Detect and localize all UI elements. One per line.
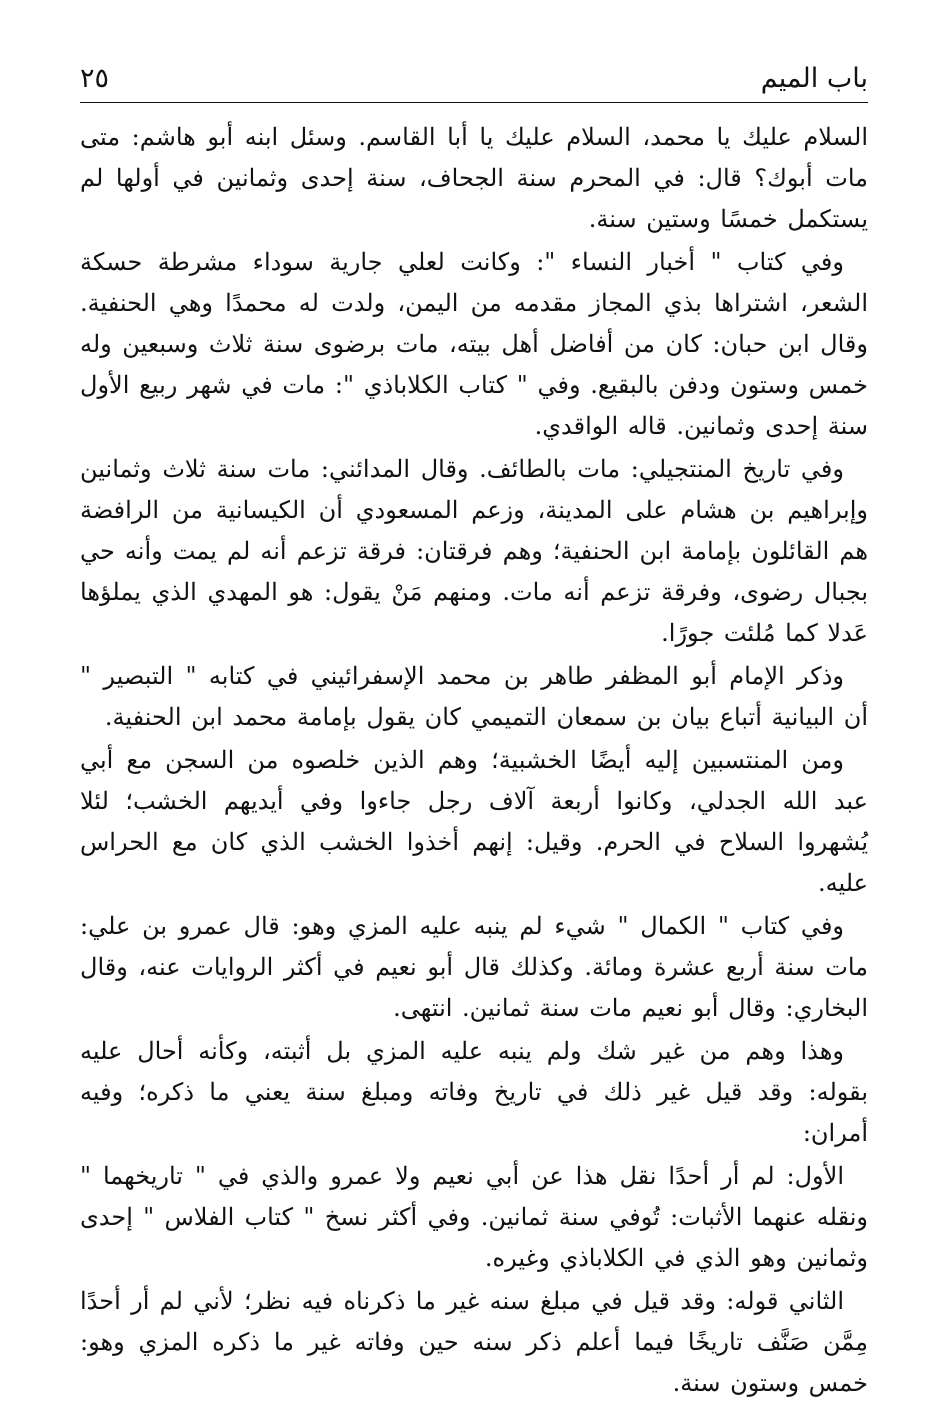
body-text xyxy=(80,117,868,1404)
paragraph: السلام عليك يا محمد، السلام عليك يا أبا القاسم. وسئل ابنه أبو هاشم: متى مات أبوك؟ قال: في المحرم سنة الجحاف، سنة إحدى وثمانين في أولها لم يستكمل خمسًا وستين سنة. xyxy=(80,123,868,233)
book-page xyxy=(80,58,868,1404)
paragraph: وفي كتاب " أخبار النساء ": وكانت لعلي جارية سوداء مشرطة حسكة الشعر، اشتراها بذي المجاز مقدمه من اليمن، ولدت له محمدًا وهي الحنفية. وقال ابن حبان: كان من أفاضل أهل بيته، مات برضوى سنة ثلاث وسبعين وله خمس وستون ودفن بالبقيع. وفي " كتاب الكلاباذي ": مات في شهر ربيع الأول سنة إحدى وثمانين. قاله الواقدي. xyxy=(80,248,868,440)
paragraph: وفي كتاب " الكمال " شيء لم ينبه عليه المزي وهو: قال عمرو بن علي: مات سنة أربع عشرة ومائة. وكذلك قال أبو نعيم في أكثر الروايات عنه، وقال البخاري: وقال أبو نعيم مات سنة ثمانين. انتهى. xyxy=(80,912,868,1022)
paragraph: وذكر الإمام أبو المظفر طاهر بن محمد الإسفرائيني في كتابه " التبصير " أن البيانية أتباع بيان بن سمعان التميمي كان يقول بإمامة محمد ابن الحنفية. xyxy=(80,662,868,731)
paragraph: وفي تاريخ المنتجيلي: مات بالطائف. وقال المدائني: مات سنة ثلاث وثمانين وإبراهيم بن هشام على المدينة، وزعم المسعودي أن الكيسانية من الرافضة هم القائلون بإمامة ابن الحنفية؛ وهم فرقتان: فرقة تزعم أنه لم يمت وأنه حي بجبال رضوى، وفرقة تزعم أنه مات. ومنهم مَنْ يقول: هو المهدي الذي يملؤها عَدلا كما مُلئت جورًا. xyxy=(80,455,869,647)
paragraph: ومن المنتسبين إليه أيضًا الخشبية؛ وهم الذين خلصوه من السجن مع أبي عبد الله الجدلي، وكانوا أربعة آلاف رجل جاءوا وفي أيديهم الخشب؛ لئلا يُشهروا السلاح في الحرم. وقيل: إنهم أخذوا الخشب الذي كان مع الحراس عليه. xyxy=(80,746,868,897)
running-header xyxy=(80,58,868,103)
paragraph: وهذا وهم من غير شك ولم ينبه عليه المزي بل أثبته، وكأنه أحال عليه بقوله: وقد قيل غير ذلك في تاريخ وفاته ومبلغ سنة يعني ما ذكره؛ وفيه أمران: xyxy=(80,1037,868,1147)
chapter-title: باب الميم xyxy=(760,63,868,94)
page-number: ٢٥ xyxy=(80,63,110,94)
paragraph: الثاني قوله: وقد قيل في مبلغ سنه غير ما ذكرناه فيه نظر؛ لأني لم أر أحدًا مِمَّن صَنَّف تاريخًا فيما أعلم ذكر سنه حين وفاته غير ما ذكره المزي وهو: خمس وستون سنة. xyxy=(80,1287,868,1397)
paragraph: الأول: لم أر أحدًا نقل هذا عن أبي نعيم ولا عمرو والذي في " تاريخهما " ونقله عنهما الأثبات: تُوفي سنة ثمانين. وفي أكثر نسخ " كتاب الفلاس " إحدى وثمانين وهو الذي في الكلاباذي وغيره. xyxy=(80,1162,868,1272)
